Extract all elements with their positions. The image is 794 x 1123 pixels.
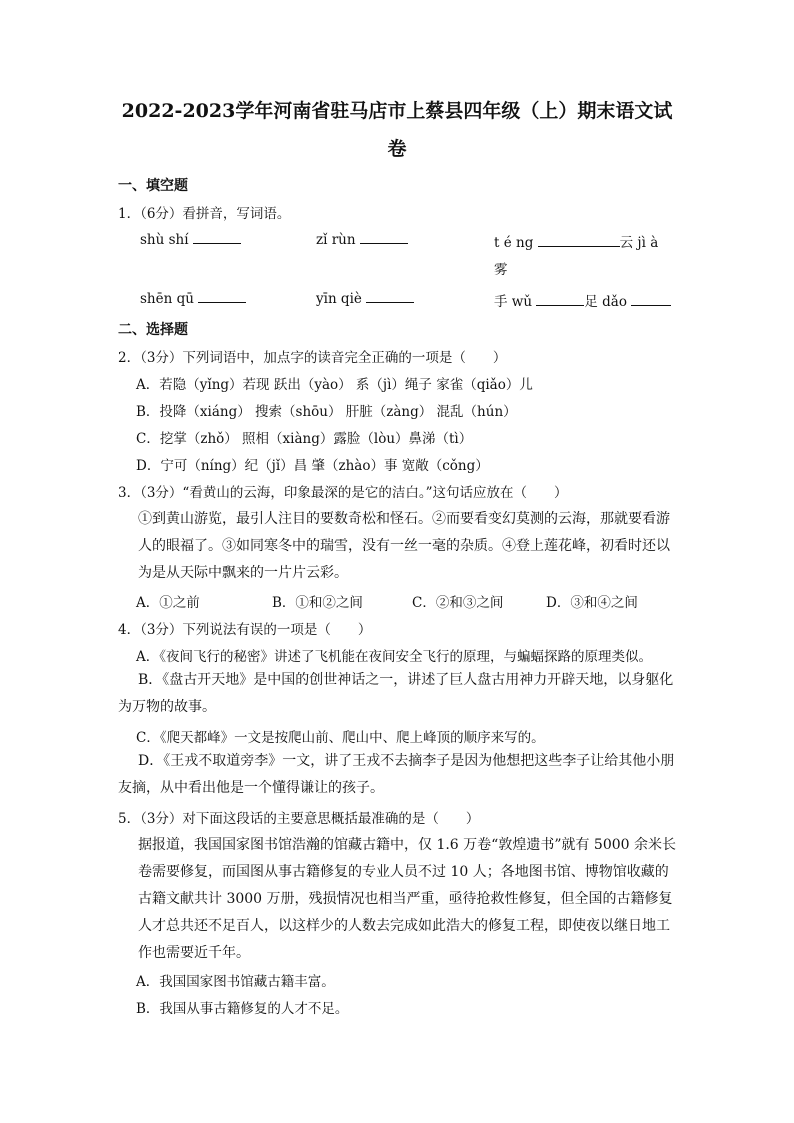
title-line-1: 2022-2023学年河南省驻马店市上蔡县四年级（上）期末语文试 (121, 100, 673, 122)
q4-option-b[interactable]: B．《盘古开天地》是中国的创世神话之一，讲述了巨人盘古用神力开辟天地，以身躯化为万物的故事。 (118, 672, 674, 715)
answer-blank[interactable] (193, 231, 241, 244)
q2-option-b[interactable]: B．投降（xiáng） 搜索（shōu） 肝脏（zàng） 混乱（hún） (136, 404, 517, 420)
q1-pinyin-text: zǐ rùn (316, 232, 356, 248)
answer-blank[interactable] (538, 234, 620, 247)
answer-blank[interactable] (360, 231, 408, 244)
q1-stem: 1．（6分）看拼音，写词语。 (118, 206, 291, 222)
q1-pinyin-4 (140, 290, 246, 307)
answer-blank[interactable] (366, 290, 414, 303)
q1-pinyin-6 (494, 290, 671, 310)
section-heading-fill-blank: 一、填空题 (118, 178, 188, 194)
q1-pinyin-text: yīn qiè (316, 291, 362, 307)
q3-passage: ①到黄山游览，最引人注目的要数奇松和怪石。②而要看变幻莫测的云海，那就要看游人的眼福了。③如同寒冬中的瑞雪，没有一丝一毫的杂质。④登上莲花峰，初看时还以为是从天际中飘来的一片片云彩。 (138, 511, 670, 581)
q2-option-c[interactable]: C．挖掌（zhǒ） 照相（xiàng）露脸（lòu）鼻涕（tì） (136, 431, 473, 447)
exam-title (113, 92, 681, 168)
q3-option-b[interactable]: B．①和②之间 (272, 595, 363, 611)
q5-stem: 5．（3分）对下面这段话的主要意思概括最准确的是（ ） (118, 811, 480, 827)
q1-pinyin-2 (316, 231, 408, 248)
section-heading-choice: 二、选择题 (118, 322, 188, 338)
q4-stem: 4．（3分）下列说法有误的一项是（ ） (118, 622, 372, 638)
answer-blank[interactable] (198, 290, 246, 303)
q1-pinyin-1 (140, 231, 241, 248)
q1-pinyin-3 (494, 231, 658, 251)
q3-option-d[interactable]: D．③和④之间 (546, 595, 638, 611)
q1-pinyin-3-cont: 雾 (494, 262, 508, 278)
q2-option-d[interactable]: D．宁可（níng）纪（jǐ）昌 肇（zhào）事 宽敞（cǒng） (136, 458, 489, 474)
q1-pinyin-text: 手 wǔ (494, 294, 533, 310)
q5-option-a[interactable]: A．我国国家图书馆藏古籍丰富。 (136, 974, 335, 990)
q5-option-b[interactable]: B．我国从事古籍修复的人才不足。 (136, 1001, 349, 1017)
answer-blank[interactable] (536, 293, 584, 306)
q5-passage: 据报道，我国国家图书馆浩瀚的馆藏古籍中，仅 1.6 万卷“敦煌遗书”就有 5000 余米长卷需要修复，而国图从事古籍修复的专业人员不过 10 人；各地图书馆、博物馆收藏的古籍文献共计 3000 万册，残损情况也相当严重，亟待抢救性修复，但全国的古籍修复人才总共还不足百人，以这样少的人数去完成如此浩大的修复工程，即使夜以继日地工作也需要近千年。 (138, 837, 677, 961)
q2-option-a[interactable]: A．若隐（yǐng）若现 跃出（yào） 系（jì）绳子 家雀（qiǎo）儿 (136, 377, 533, 393)
title-line-2: 卷 (387, 138, 407, 160)
q3-option-a[interactable]: A．①之前 (136, 595, 200, 611)
q4-option-d[interactable]: D．《王戎不取道旁李》一文，讲了王戎不去摘李子是因为他想把这些李子让给其他小朋友摘，从中看出他是一个懂得谦让的孩子。 (118, 753, 675, 796)
q4-option-c[interactable]: C．《爬天都峰》一文是按爬山前、爬山中、爬上峰顶的顺序来写的。 (136, 730, 545, 746)
q3-options (136, 591, 676, 611)
q3-stem: 3．（3分）“看黄山的云海，印象最深的是它的洁白。”这句话应放在（ ） (118, 485, 568, 501)
q1-pinyin-text: shù shí (140, 232, 189, 248)
q2-stem: 2．（3分）下列词语中，加点字的读音完全正确的一项是（ ） (118, 350, 507, 366)
answer-blank[interactable] (631, 293, 671, 306)
q3-option-c[interactable]: C．②和③之间 (412, 595, 504, 611)
q1-pinyin-text: 足 dǎo (584, 294, 627, 310)
q1-pinyin-text: 云 jì à (619, 235, 659, 251)
q4-option-a[interactable]: A．《夜间飞行的秘密》讲述了飞机能在夜间安全飞行的原理，与蝙蝠探路的原理类似。 (136, 649, 652, 665)
q1-pinyin-5 (316, 290, 414, 307)
q1-pinyin-text: shēn qū (140, 291, 194, 307)
q1-pinyin-text: t é ng (494, 235, 534, 251)
